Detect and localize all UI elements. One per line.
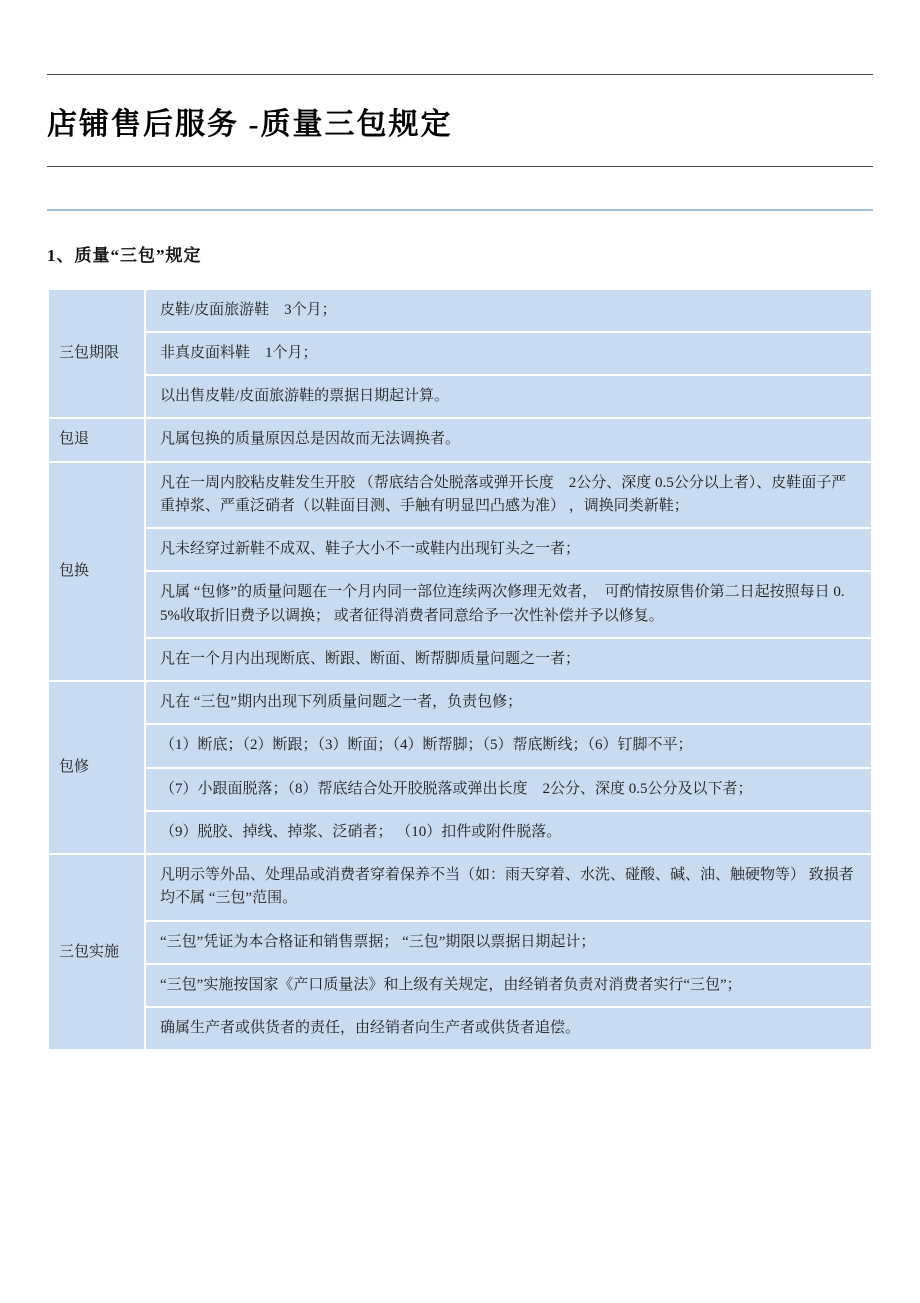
section-heading: 1、质量“三包”规定 [47,245,202,265]
policy-text-cell: （9）脱胶、掉线、掉浆、泛硝者； （10）扣件或附件脱落。 [145,811,872,854]
table-row [48,964,872,1007]
table-row [48,768,872,811]
policy-text-cell: （7）小跟面脱落；（8）帮底结合处开胶脱落或弹出长度 2公分、深度 0.5公分及以下者； [145,768,872,811]
policy-text-cell: 凡在一个月内出现断底、断跟、断面、断帮脚质量问题之一者； [145,638,872,681]
policy-text-cell: （1）断底；（2）断跟；（3）断面；（4）断帮脚；（5）帮底断线；（6）钉脚不平； [145,724,872,767]
group-label-baotui: 包退 [48,418,145,461]
table-row [48,418,872,461]
policy-text-cell: 以出售皮鞋/皮面旅游鞋的票据日期起计算。 [145,375,872,418]
table-row [48,1007,872,1050]
policy-text-cell: 凡属包换的质量原因总是因故而无法调换者。 [145,418,872,461]
policy-table [47,288,873,1052]
policy-text-cell: 凡在一周内胶粘皮鞋发生开胶 （帮底结合处脱落或弹开长度 2公分、深度 0.5公分以上者）、皮鞋面子严重掉浆、严重泛硝者（以鞋面目测、手触有明显凹凸感为准） ，调换同类新鞋； [145,462,872,529]
policy-text-cell: “三包”凭证为本合格证和销售票据； “三包”期限以票据日期起计； [145,921,872,964]
table-row [48,571,872,638]
policy-text-cell: 非真皮面料鞋 1个月； [145,332,872,375]
policy-text-cell: “三包”实施按国家《产口质量法》和上级有关规定，由经销者负责对消费者实行“三包”； [145,964,872,1007]
group-label-sanbao-shishi: 三包实施 [48,854,145,1050]
group-label-sanbao-qixian: 三包期限 [48,289,145,419]
policy-text-cell: 凡在 “三包”期内出现下列质量问题之一者，负责包修； [145,681,872,724]
table-row [48,724,872,767]
table-row [48,462,872,529]
policy-text-cell: 凡明示等外品、处理品或消费者穿着保养不当（如：雨天穿着、水洗、碰酸、碱、油、触硬物等） 致损者均不属 “三包”范围。 [145,854,872,921]
policy-text-cell: 确属生产者或供货者的责任，由经销者向生产者或供货者追偿。 [145,1007,872,1050]
table-row [48,811,872,854]
table-row [48,638,872,681]
policy-text-cell: 凡未经穿过新鞋不成双、鞋子大小不一或鞋内出现钉头之一者； [145,528,872,571]
document-page [0,74,920,1051]
table-row [48,681,872,724]
table-row [48,854,872,921]
policy-text-cell: 凡属 “包修”的质量问题在一个月内同一部位连续两次修理无效者， 可酌情按原售价第二日起按照每日 0.5%收取折旧费予以调换； 或者征得消费者同意给予一次性补偿并予以修复。 [145,571,872,638]
table-row [48,528,872,571]
table-row [48,289,872,332]
title-rule [47,166,873,167]
group-label-baohuan: 包换 [48,462,145,682]
table-row [48,375,872,418]
blue-divider-rule [47,209,873,211]
table-row [48,332,872,375]
page-title: 店铺售后服务 -质量三包规定 [47,108,453,141]
group-label-baoxiu: 包修 [48,681,145,854]
policy-text-cell: 皮鞋/皮面旅游鞋 3个月； [145,289,872,332]
top-rule [47,74,873,75]
table-row [48,921,872,964]
